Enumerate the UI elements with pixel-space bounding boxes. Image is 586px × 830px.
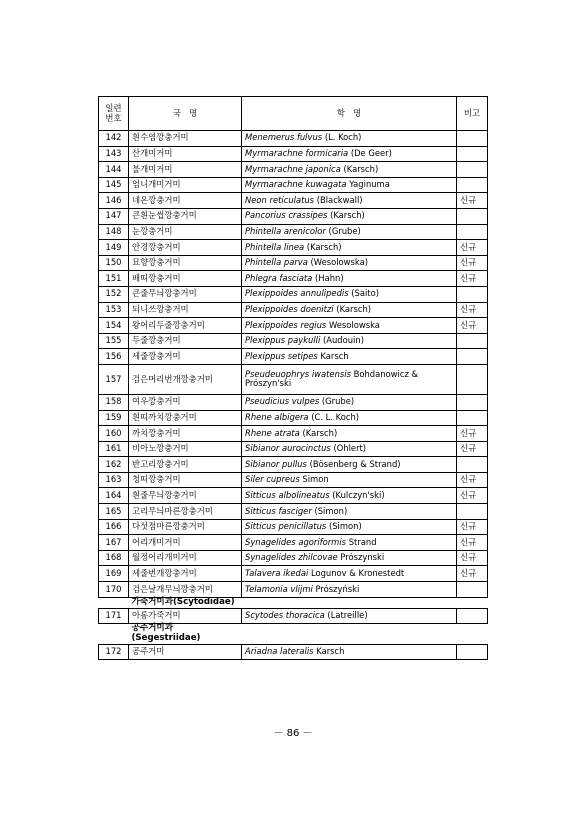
table-row [99,318,488,334]
author-continued: Prószyn'ski [245,378,292,389]
korean-name: 검은머리번개깡충거미 [129,364,242,394]
row-number: 155 [99,333,129,349]
species-name: Phintella parva [245,257,308,268]
header-note: 비고 [457,97,488,131]
note-cell: 신규 [457,535,488,551]
row-number: 151 [99,271,129,287]
scientific-name [242,131,457,147]
row-number: 148 [99,224,129,240]
author: (C. L. Koch) [311,411,360,422]
author: (Saito) [351,288,379,299]
table-row [99,472,488,488]
row-number: 167 [99,535,129,551]
scientific-name [242,566,457,582]
scientific-name [242,224,457,240]
table-row [99,177,488,193]
species-name: Plexippus paykulli [245,335,321,346]
korean-name: 두줄깡충거미 [129,333,242,349]
row-number: 172 [99,644,129,660]
scientific-name [242,441,457,457]
scientific-name [242,364,457,394]
author: Prószyński [315,583,360,594]
species-name: Sitticus penicillatus [245,521,327,532]
scientific-name [242,457,457,473]
table-row [99,426,488,442]
scientific-name [242,333,457,349]
korean-name: 고리무늬마른깡충거미 [129,504,242,520]
table-row [99,193,488,209]
note-cell [457,208,488,224]
korean-name: 아롱가죽거미 [129,608,242,624]
row-number: 168 [99,550,129,566]
row-number: 160 [99,426,129,442]
author: (De Geer) [350,148,392,159]
author: Strand [348,536,377,547]
korean-name: 흰수염깡충거미 [129,131,242,147]
table-row [99,333,488,349]
table-row [99,271,488,287]
scientific-name [242,644,457,660]
species-name: Phintella arenicolor [245,226,326,237]
note-cell [457,608,488,624]
note-cell: 신규 [457,302,488,318]
species-name: Rhene atrata [245,427,300,438]
scientific-name [242,162,457,178]
author: (Karsch) [330,210,365,221]
row-number: 150 [99,255,129,271]
species-name: Myrmarachne formicaria [245,148,349,159]
note-cell [457,410,488,426]
scientific-name [242,193,457,209]
species-name: Scytodes thoracica [245,609,325,620]
korean-name: 비아노깡충거미 [129,441,242,457]
header-scientific-name: 학 명 [242,97,457,131]
korean-name: 되니쓰깡충거미 [129,302,242,318]
korean-name: 안경깡충거미 [129,240,242,256]
author: (Grube) [328,226,361,237]
note-cell: 신규 [457,472,488,488]
note-cell: 신규 [457,240,488,256]
row-number: 153 [99,302,129,318]
korean-name: 세줄깡충거미 [129,349,242,365]
korean-name: 세줄번개깡충거미 [129,566,242,582]
table-row [99,441,488,457]
row-number: 156 [99,349,129,365]
note-cell [457,364,488,394]
row-number: 169 [99,566,129,582]
table-row [99,131,488,147]
korean-name: 흰띠까치깡충거미 [129,410,242,426]
korean-name: 배띠깡충거미 [129,271,242,287]
scientific-name [242,177,457,193]
korean-name: 반고리깡충거미 [129,457,242,473]
note-cell: 신규 [457,318,488,334]
species-name: Telamonia vlijmi [245,583,313,594]
row-number: 158 [99,394,129,410]
row-number: 159 [99,410,129,426]
row-number: 165 [99,504,129,520]
scientific-name [242,255,457,271]
species-name: Pseudicius vulpes [245,396,320,407]
note-cell [457,146,488,162]
species-name: Pancorius crassipes [245,210,328,221]
author: Prószynski [340,552,385,563]
species-name: Siler cupreus [245,474,300,485]
korean-name: 어리개미거미 [129,535,242,551]
author: (Wesolowska) [310,257,368,268]
family-title-kr: 공주거미과 [131,623,174,634]
family-title: 가죽거미과(Scytodidae) [129,597,488,608]
note-cell [457,162,488,178]
author: (Simon) [314,505,348,516]
korean-name: 다섯점마른깡충거미 [129,519,242,535]
table-row [99,146,488,162]
note-cell [457,177,488,193]
author: (Karsch) [343,163,379,174]
family-header-scytodidae [99,597,488,608]
species-name: Synagelides zhilcovae [245,552,338,563]
row-number: 143 [99,146,129,162]
korean-name: 청띠깡충거미 [129,472,242,488]
table-row [99,394,488,410]
species-name: Pseudeuophrys iwatensis [245,368,351,379]
table-row [99,608,488,624]
korean-name: 여우깡충거미 [129,394,242,410]
korean-name: 월정어리개미거미 [129,550,242,566]
table-row [99,504,488,520]
author: (Grube) [321,396,355,407]
author: Karsch [316,646,345,657]
species-name: Plexippoides doenitzi [245,304,334,314]
family-header-segestriidae [99,624,488,645]
author: Karsch [320,350,349,361]
row-number: 144 [99,162,129,178]
author: (Karsch) [302,427,338,438]
note-cell [457,644,488,660]
table-row [99,550,488,566]
scientific-name [242,519,457,535]
species-name: Phlegra fasciata [245,272,313,283]
header-number: 일련 번호 [99,97,129,131]
note-cell: 신규 [457,271,488,287]
note-cell [457,394,488,410]
korean-name: 눈깡충거미 [129,224,242,240]
species-name: Plexippoides annulipedis [245,288,349,299]
scientific-name [242,240,457,256]
scientific-name [242,426,457,442]
species-name: Sibianor pullus [245,458,307,469]
table-row [99,566,488,582]
author: Yaginuma [349,179,390,190]
table-row [99,364,488,394]
species-name: Plexippus setipes [245,350,318,361]
row-number: 166 [99,519,129,535]
author: (Latreille) [327,609,368,620]
korean-name: 불개미거미 [129,162,242,178]
species-name: Sitticus fasciger [245,505,312,516]
korean-name: 왕어리두줄깡충거미 [129,318,242,334]
author: (Bösenberg & Strand) [309,458,401,469]
scientific-name [242,208,457,224]
row-number: 170 [99,582,129,598]
scientific-name [242,271,457,287]
note-cell [457,224,488,240]
page-number: － 86 － [273,728,313,739]
note-cell [457,349,488,365]
scientific-name [242,504,457,520]
table-row [99,535,488,551]
scientific-name [242,286,457,302]
species-name: Menemerus fulvus [245,132,323,143]
author: Simon [302,474,329,485]
scientific-name [242,608,457,624]
scientific-name [242,394,457,410]
table-row [99,255,488,271]
row-number: 154 [99,318,129,334]
species-name: Plexippoides regius [245,319,327,330]
scientific-name [242,318,457,334]
table-row [99,582,488,598]
author: (Audouin) [323,335,364,346]
row-number: 161 [99,441,129,457]
author: (Blackwall) [316,194,363,205]
species-name: Sibianor aurocinctus [245,443,331,454]
scientific-name [242,302,457,318]
author: Logunov & Kronestedt [310,567,405,578]
scientific-name [242,488,457,504]
note-cell: 신규 [457,519,488,535]
scientific-name [242,582,457,598]
row-number: 145 [99,177,129,193]
scientific-name [242,410,457,426]
note-cell: 신규 [457,255,488,271]
korean-name: 검은날개무늬깡충거미 [129,582,242,598]
row-number: 146 [99,193,129,209]
korean-name: 흰줄무늬깡충거미 [129,488,242,504]
author: (Hahn) [315,272,344,283]
author: (Simon) [328,521,362,532]
scientific-name [242,146,457,162]
author: Bohdanowicz & [353,368,419,379]
note-cell: 신규 [457,488,488,504]
table-row [99,224,488,240]
author: (Karsch) [306,241,342,252]
scientific-name [242,550,457,566]
species-name: Synagelides agoriformis [245,536,347,547]
korean-name: 큰흰눈썹깡충거미 [129,208,242,224]
table-row [99,208,488,224]
note-cell: 신규 [457,193,488,209]
note-cell [457,504,488,520]
species-name: Myrmarachne japonica [245,163,341,174]
species-name: Myrmarachne kuwagata [245,179,347,190]
korean-name: 큰줄무늬깡충거미 [129,286,242,302]
note-cell: 신규 [457,441,488,457]
species-name: Ariadna lateralis [245,646,314,657]
note-cell: 신규 [457,426,488,442]
row-number: 164 [99,488,129,504]
table-row [99,644,488,660]
note-cell [457,286,488,302]
row-number: 171 [99,608,129,624]
row-number: 149 [99,240,129,256]
scientific-name [242,472,457,488]
table-row [99,410,488,426]
scientific-name [242,349,457,365]
family-title-latin: (Segestriidae) [131,632,201,643]
korean-name: 묘향깡충거미 [129,255,242,271]
author: (Ohlert) [333,443,367,454]
table-row [99,349,488,365]
note-cell: 신규 [457,550,488,566]
table-row [99,488,488,504]
author: (L. Koch) [324,132,362,143]
note-cell [457,131,488,147]
row-number: 142 [99,131,129,147]
table-row [99,519,488,535]
author: Wesolowska [328,319,380,330]
korean-name: 산개미거미 [129,146,242,162]
table-row [99,162,488,178]
header-korean-name: 국 명 [129,97,242,131]
korean-name: 네온깡충거미 [129,193,242,209]
row-number: 147 [99,208,129,224]
korean-name: 엄니개미거미 [129,177,242,193]
note-cell [457,582,488,598]
species-name: Sitticus albolineatus [245,489,330,500]
row-number: 157 [99,364,129,394]
note-cell [457,457,488,473]
species-name: Neon reticulatus [245,194,315,205]
species-name: Talavera ikedai [245,567,309,578]
family-title [129,624,488,645]
row-number: 163 [99,472,129,488]
note-cell: 신규 [457,566,488,582]
species-table [98,96,488,660]
species-name: Phintella linea [245,241,305,252]
table-row [99,240,488,256]
author: (Karsch) [336,304,372,314]
korean-name: 공주거미 [129,644,242,660]
table-row [99,286,488,302]
table-row [99,302,488,318]
row-number: 162 [99,457,129,473]
table-row [99,457,488,473]
row-number: 152 [99,286,129,302]
species-name: Rhene albigera [245,411,309,422]
note-cell [457,333,488,349]
korean-name: 까치깡충거미 [129,426,242,442]
scientific-name [242,535,457,551]
author: (Kulczyn'ski) [332,489,385,500]
header-row [99,97,488,131]
